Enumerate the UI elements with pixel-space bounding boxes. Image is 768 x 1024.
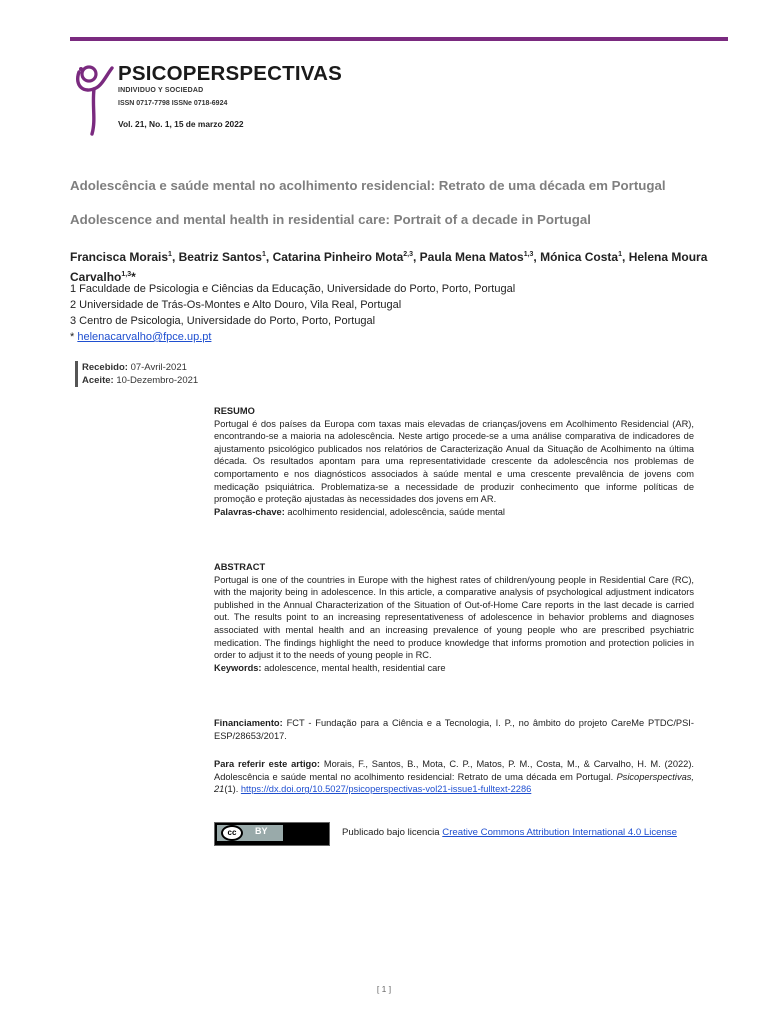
author-list: Francisca Morais$^1$, Beatriz Santos$^1$, Catarina Pinheiro Mota$^{2,3}$, Paula Mena Matos$^{1,3}$, Mónica Costa$^1$, Helena Moura Carvalho$^{1,3}$* [70,250,708,284]
article-title-pt: Adolescência e saúde mental no acolhimento residencial: Retrato de uma década em Portugal [70,178,666,193]
author-affil-sup: 1 [618,251,623,258]
author-affil-sup: 2,3 [403,251,413,258]
journal-volume: Vol. 21, No. 1, 15 de marzo 2022 [118,119,244,129]
header-rule [70,37,728,41]
article-dates [75,361,198,387]
accepted-label: Aceite: [82,375,114,386]
email-link[interactable]: helenacarvalho@fpce.up.pt [77,331,212,343]
citation-journal: Psicoperspectivas, 21 [214,771,694,795]
abstract-keywords-label: Keywords: [214,662,262,673]
affiliation-2: 2 Universidade de Trás-Os-Montes e Alto Douro, Vila Real, Portugal [70,299,402,311]
resumo-keywords: acolhimento residencial, adolescência, saúde mental [287,506,505,517]
cc-by-badge[interactable] [214,822,330,846]
corresponding-mark: * [131,270,136,284]
by-label: BY [255,826,268,836]
citation-text: Morais, F., Santos, B., Mota, C. P., Matos, P. M., Costa, M., & Carvalho, H. M. (2022). Adolescência e saúde mental no acolhimento residencial: Retrato de uma década em Portugal. [214,759,695,782]
journal-issn: ISSN 0717-7798 ISSNe 0718-6924 [118,100,228,107]
journal-logo-icon [72,56,118,138]
author-affil-sup: 1 [168,251,172,258]
author-affil-sup: 1,3 [523,251,534,258]
author-affil-sup: 1 [261,251,266,258]
abstract-keywords: adolescence, mental health, residential care [264,662,446,673]
resumo-text: Portugal é dos países da Europa com taxas mais elevadas de crianças/jovens em Acolhimento Residencial (AR), encontrando-se a maioria na adolescência. Neste artigo procede-se a uma análise comparativa de indicadores de ajustamento psicológico publicados nos relatórios de Caracterização Anual da Situação de Acolhimento na última década. Os resultados apontam para uma representatividade crescente da adolescência nos problemas de comportamento e nos diagnósticos associados à saúde mental e uma crescente prevalência de jovens com medicação psiquiátrica. Problematiza-se a necessidade de produzir conhecimento que informe políticas de promoção e proteção ajustadas às necessidades dos jovens em AR. [214,418,694,505]
affiliation-3: 3 Centro de Psicologia, Universidade do Porto, Porto, Portugal [70,315,376,327]
license-statement [342,827,677,838]
abstract-section [214,561,694,674]
funding-label: Financiamento: [214,718,283,728]
author-name: Beatriz Santos [178,250,262,264]
received-label: Recebido: [82,362,128,373]
page-number: [ 1 ] [376,984,392,994]
citation-label: Para referir este artigo: [214,759,321,769]
corresponding-email [70,331,211,343]
article-title-en: Adolescence and mental health in residential care: Portrait of a decade in Portugal [70,212,591,227]
resumo-heading: RESUMO [214,406,255,416]
license-prefix: Publicado bajo licencia [342,827,443,838]
license-link[interactable]: Creative Commons Attribution International 4.0 License [442,827,677,838]
citation-doi-link[interactable]: https://dx.doi.org/10.5027/psicoperspectivas-vol21-issue1-fulltext-2286 [240,784,532,795]
author-name: Helena Moura Carvalho [70,250,708,284]
journal-name: PSICOPERSPECTIVAS [118,62,343,85]
received-date: 07-Avril-2021 [130,362,187,373]
affiliation-1: 1 Faculdade de Psicologia e Ciências da Educação, Universidade do Porto, Porto, Portugal [70,283,516,295]
resumo-keywords-label: Palavras-chave: [214,506,285,517]
author-name: Mónica Costa [540,250,619,264]
funding-section [214,717,694,742]
author-name: Catarina Pinheiro Mota [272,250,404,264]
journal-logo [72,56,343,138]
citation-issue: (1). [224,784,241,795]
author-affil-sup: 1,3 [121,271,132,278]
journal-subtitle: INDIVIDUO Y SOCIEDAD [118,87,204,94]
email-prefix: * [70,331,78,343]
accepted-date: 10-Dezembro-2021 [116,375,199,386]
abstract-heading: ABSTRACT [214,562,266,572]
author-name: Paula Mena Matos [419,250,524,264]
funding-text: FCT - Fundação para a Ciência e a Tecnologia, I. P., no âmbito do projeto CareMe PTDC/PSI-ESP/28653/2017. [214,718,694,741]
resumo-section [214,405,694,518]
author-name: Francisca Morais [70,250,169,264]
abstract-text: Portugal is one of the countries in Europe with the highest rates of children/young people in Residential Care (RC), with the majority being in adolescence. In this article, a comparative analysis of psychological adjustment indicators published in the Annual Characterization of the Situation of Out-of-Home Care reports in the last decade is carried out. The results point to an increasing representativeness of adolescence in behavior problems and diagnoses associated with mental health and an increasing prevalence of young people who are prescribed psychiatric medication. The findings highlight the need to produce knowledge that informs promotion and protection policies in order to adjust it to the needs of young people in RC. [214,574,694,661]
citation-section [214,758,694,796]
cc-icon: cc [221,825,243,841]
